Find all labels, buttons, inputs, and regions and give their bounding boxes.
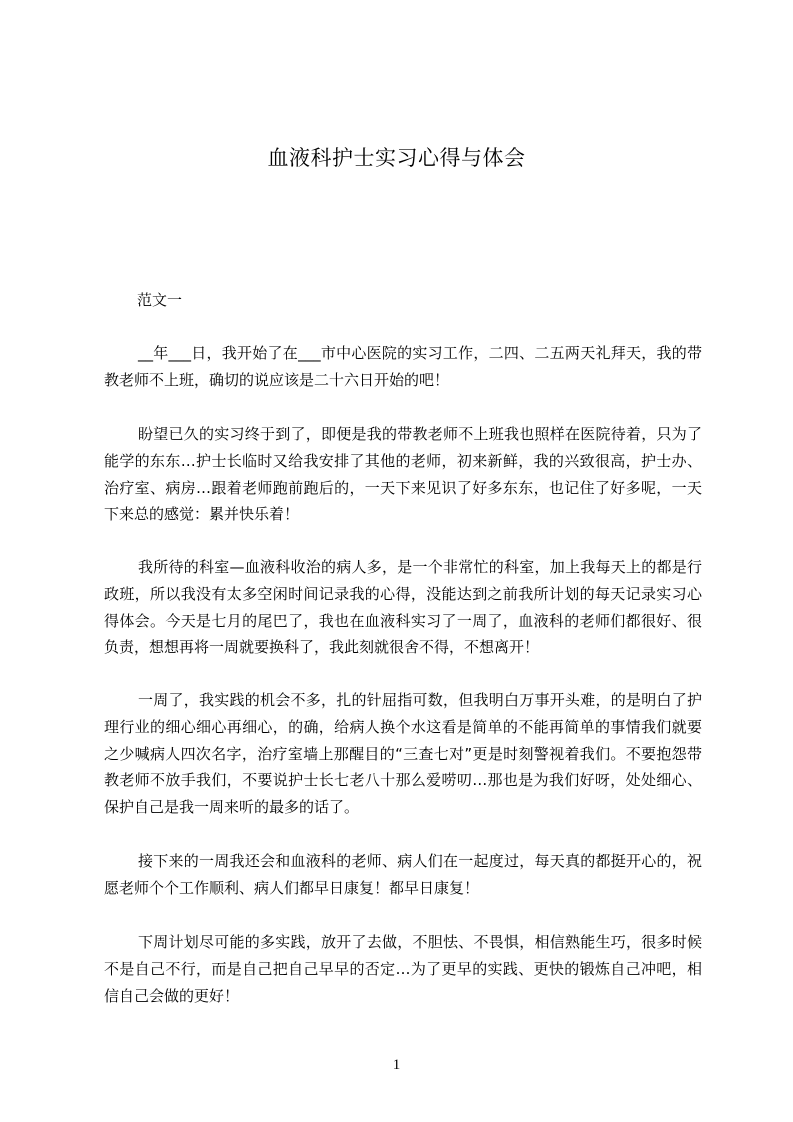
paragraph: 一周了，我实践的机会不多，扎的针屈指可数，但我明白万事开头难，的是明白了护理行业的细心细心再细心，的确，给病人换个水这看是简单的不能再简单的事情我们就要之少喊病人四次名字，治疗室墙上那醒目的“三查七对”更是时刻警视着我们。不要抱怨带教老师不放手我们，不要说护士长七老八十那么爱唠叨…那也是为我们好呀，处处细心、保护自己是我一周来听的最多的话了。 (104, 691, 702, 817)
document-title: 血液科护士实习心得与体会 (267, 146, 526, 170)
paragraph: 我所待的科室—血液科收治的病人多，是一个非常忙的科室，加上我每天上的都是行政班，所以我没有太多空闲时间记录我的心得，没能达到之前我所计划的每天记录实习心得体会。今天是七月的尾巴了，我也在血液科实习了一周了，血液科的老师们都很好、很负责，想想再将一周就要换科了，我此刻就很舍不得，不想离开！ (104, 558, 702, 657)
paragraph: __年___日，我开始了在___市中心医院的实习工作，二四、二五两天礼拜天，我的带教老师不上班，确切的说应该是二十六日开始的吧！ (104, 344, 702, 389)
page-number: 1 (392, 1057, 401, 1073)
paragraph: 下周计划尽可能的多实践，放开了去做，不胆怯、不畏惧，相信熟能生巧，很多时候不是自己不行，而是自己把自己早早的否定…为了更早的实践、更快的锻炼自己冲吧，相信自己会做的更好！ (104, 933, 702, 1005)
section-label: 范文一 (137, 291, 183, 309)
paragraph: 盼望已久的实习终于到了，即便是我的带教老师不上班我也照样在医院待着，只为了能学的东东…护士长临时又给我安排了其他的老师，初来新鲜，我的兴致很高，护士办、治疗室、病房…跟着老师跑前跑后的，一天下来见识了好多东东，也记住了好多呢，一天下来总的感觉：累并快乐着！ (104, 425, 702, 524)
paragraph: 接下来的一周我还会和血液科的老师、病人们在一起度过，每天真的都挺开心的，祝愿老师个个工作顺利、病人们都早日康复！都早日康复！ (104, 852, 702, 897)
